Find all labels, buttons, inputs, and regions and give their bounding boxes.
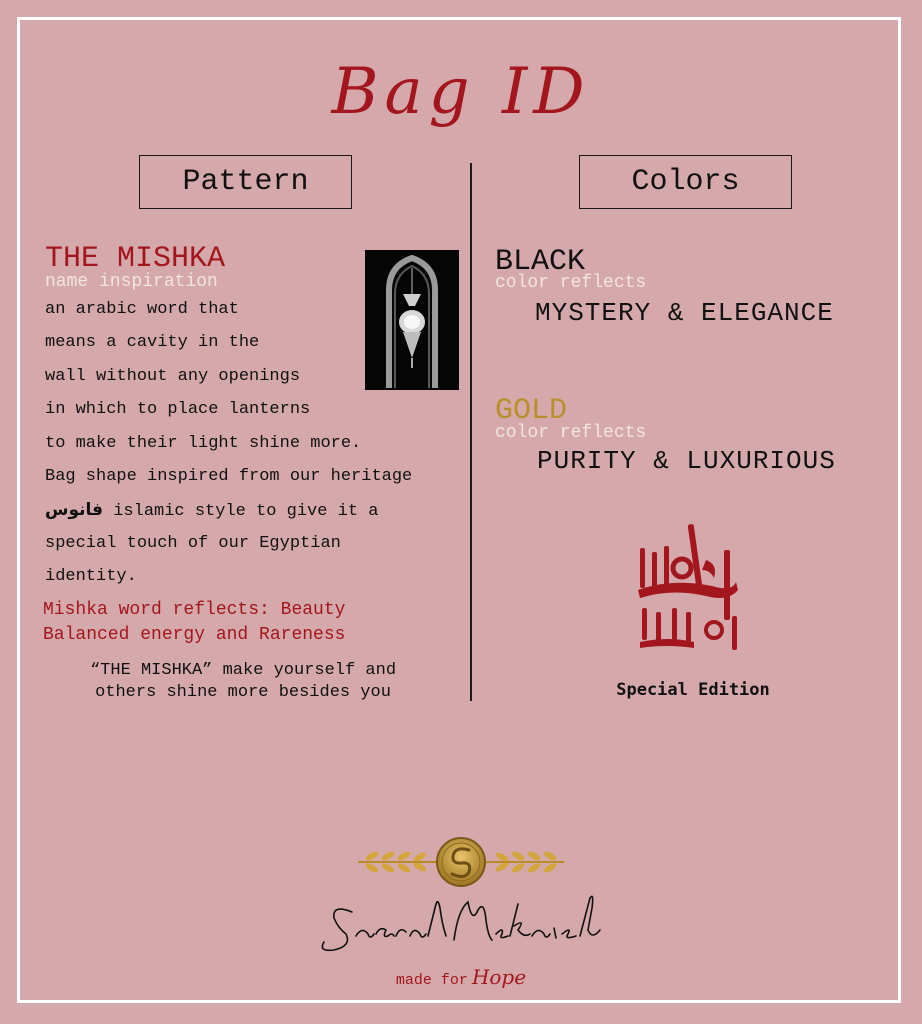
quote-line: others shine more besides you <box>95 683 391 702</box>
description-line: identity. <box>45 567 137 587</box>
description-line: to make their light shine more. <box>45 433 362 453</box>
description-line-arabic <box>45 498 412 531</box>
lantern-photo <box>365 250 459 390</box>
laurel-emblem-icon <box>352 836 570 888</box>
color-gold-name: GOLD <box>495 394 568 428</box>
color-black-sub: color reflects <box>495 273 647 293</box>
mishkah-calligraphy-logo <box>632 520 744 658</box>
arabic-word: فانوس <box>45 500 104 521</box>
colors-header: Colors <box>579 155 792 209</box>
tagline-script: Hope <box>471 965 527 989</box>
reflect-line: Mishka word reflects: Beauty <box>43 600 346 620</box>
description-line: special touch of our Egyptian <box>45 533 341 553</box>
description-line: an arabic word that <box>45 300 239 319</box>
description-text: islamic style to give it a <box>103 502 379 522</box>
color-black-meaning: MYSTERY & ELEGANCE <box>535 298 834 328</box>
mishka-description <box>45 298 412 599</box>
column-divider <box>470 163 472 701</box>
mishka-reflects <box>43 598 345 648</box>
quote-line: “THE MISHKA” make yourself and <box>89 661 397 680</box>
description-line: in which to place lanterns <box>45 400 311 420</box>
pattern-header: Pattern <box>139 155 352 209</box>
description-line: Bag shape inspired from our heritage <box>45 466 413 486</box>
special-edition-label: Special Edition <box>616 680 770 700</box>
color-gold-sub: color reflects <box>495 423 647 443</box>
mishka-subheading: name inspiration <box>45 272 218 292</box>
description-line: means a cavity in the <box>45 333 260 353</box>
sarah-mekaiel-signature <box>312 890 612 960</box>
reflect-line: Balanced energy and Rareness <box>43 625 346 645</box>
color-gold-meaning: PURITY & LUXURIOUS <box>537 446 836 476</box>
mishka-heading: THE MISHKA <box>45 242 226 276</box>
tagline <box>0 965 922 989</box>
page-title: Bag ID <box>331 55 591 129</box>
tagline-text: made for <box>395 972 468 989</box>
mishka-quote <box>60 660 426 704</box>
color-black-name: BLACK <box>495 245 586 279</box>
description-line: wall without any openings <box>45 366 301 386</box>
